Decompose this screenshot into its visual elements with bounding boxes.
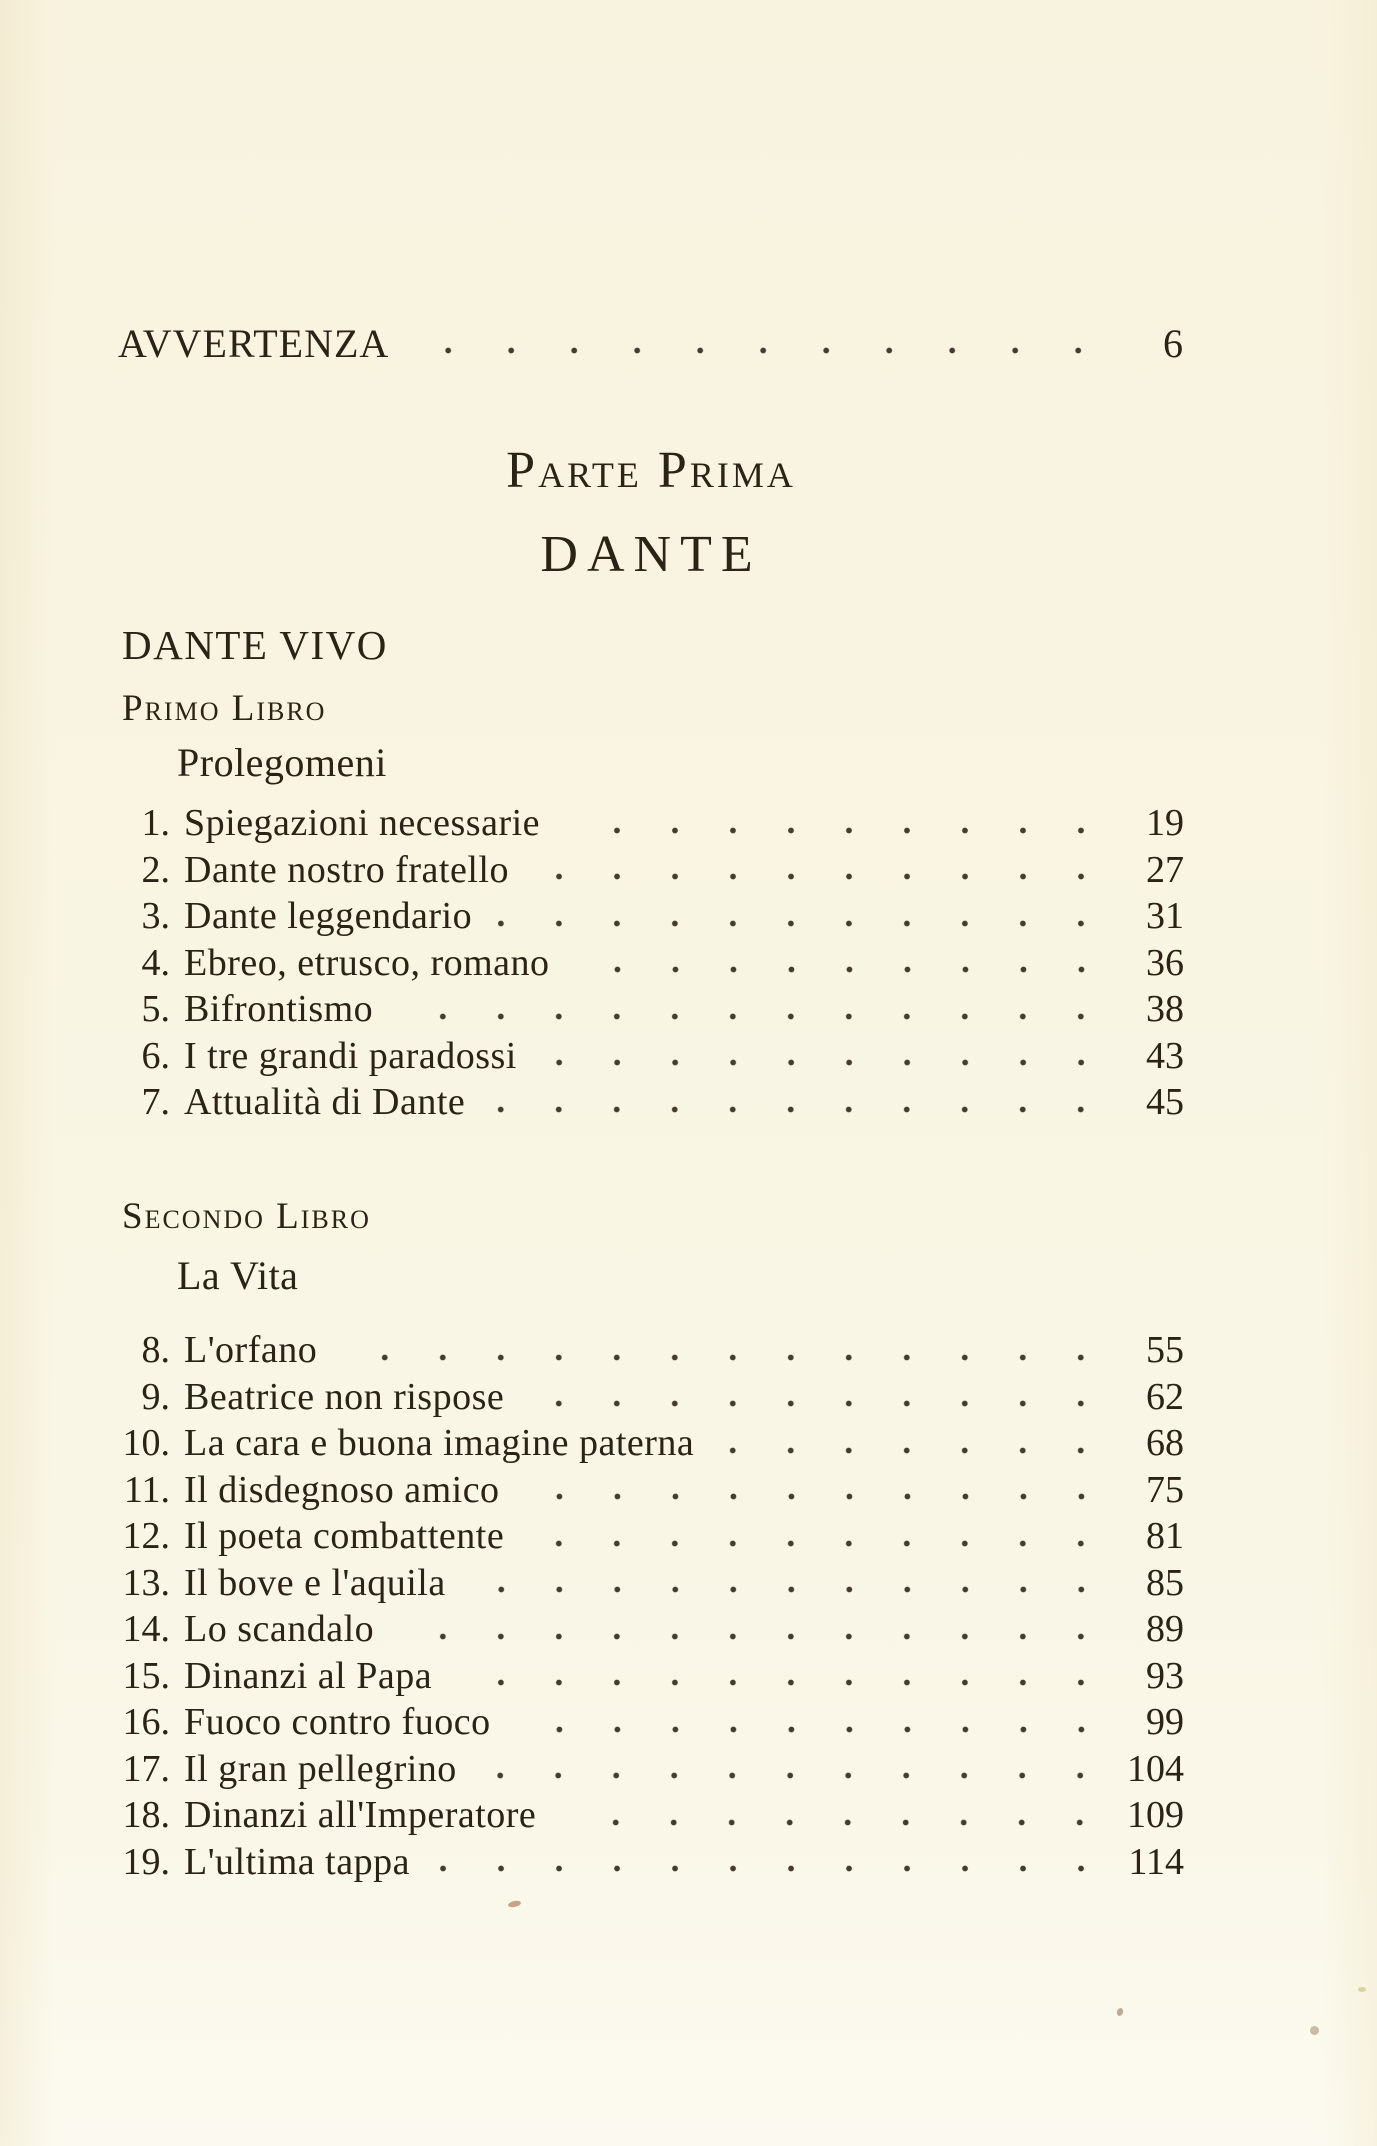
part-heading: Parte Prima [506, 442, 796, 499]
toc-item-title: Spiegazioni necessarie [184, 802, 541, 844]
toc-item-number: 17. [122, 1747, 170, 1790]
toc-item-number: 15. [122, 1654, 170, 1697]
toc-row [118, 1653, 1184, 1700]
avvertenza-label: AVVERTENZA [118, 321, 390, 366]
toc-item-title: Bifrontismo [184, 988, 374, 1030]
toc-item-page: 68 [1146, 1422, 1184, 1464]
toc-item-title: L'orfano [184, 1329, 318, 1371]
leader-dots [720, 1446, 1110, 1455]
leader-dots [562, 1818, 1109, 1827]
leader-dots [517, 1725, 1110, 1734]
toc-item-title: Dinanzi all'Imperatore [184, 1794, 537, 1836]
toc-row [118, 1746, 1184, 1793]
toc-item-number: 18. [122, 1794, 170, 1836]
toc-item-page: 109 [1127, 1794, 1184, 1836]
toc-item-number: 13. [122, 1561, 170, 1604]
toc-item-page: 99 [1146, 1701, 1184, 1743]
toc-row [118, 1374, 1184, 1421]
toc-item-title: Il disdegnoso amico [184, 1468, 500, 1511]
toc-item-number: 8. [141, 1329, 170, 1371]
toc-item-number: 6. [141, 1034, 170, 1077]
leader-dots [400, 1632, 1110, 1641]
toc-item-title: La cara e buona imagine paterna [184, 1422, 695, 1464]
section2-book-heading: Secondo Libro [122, 1196, 371, 1237]
toc-item-number: 2. [141, 848, 170, 891]
toc-item-title: Il bove e l'aquila [184, 1561, 446, 1604]
toc-item-number: 10. [122, 1422, 170, 1464]
leader-dots [429, 346, 1110, 355]
toc-item-page: 55 [1146, 1329, 1184, 1371]
toc-item-title: Il poeta combattente [184, 1515, 505, 1557]
toc-item-title: I tre grandi paradossi [184, 1034, 517, 1077]
toc-item-page: 43 [1146, 1034, 1184, 1077]
toc-item-title: Beatrice non rispose [184, 1375, 505, 1418]
toc-row [118, 1792, 1184, 1839]
toc-row [118, 847, 1184, 894]
toc-item-number: 19. [122, 1840, 170, 1883]
avvertenza-page-number: 6 [1163, 321, 1184, 366]
leader-dots [498, 919, 1110, 928]
toc-item-page: 38 [1146, 988, 1184, 1030]
toc-list-primo-libro [118, 800, 1184, 1126]
section1-title: DANTE VIVO [122, 622, 388, 668]
part-block [118, 442, 1184, 583]
section2-subtitle: La Vita [177, 1253, 299, 1298]
leader-dots [535, 872, 1110, 881]
leader-dots [530, 1399, 1110, 1408]
toc-item-page: 75 [1146, 1468, 1184, 1511]
avvertenza-row [118, 321, 1184, 367]
toc-item-title: Ebreo, etrusco, romano [184, 941, 550, 984]
toc-row [118, 986, 1184, 1033]
toc-item-number: 1. [141, 802, 170, 844]
leader-dots [483, 1771, 1109, 1780]
toc-item-page: 27 [1146, 848, 1184, 891]
toc-item-number: 3. [141, 895, 170, 937]
toc-item-page: 19 [1146, 802, 1184, 844]
toc-item-number: 16. [122, 1701, 170, 1743]
section1-book-heading: Primo Libro [122, 688, 327, 729]
toc-item-page: 104 [1127, 1747, 1184, 1790]
toc-item-page: 93 [1146, 1654, 1184, 1697]
toc-row [118, 1420, 1184, 1467]
toc-item-title: Il gran pellegrino [184, 1747, 457, 1790]
toc-item-page: 85 [1146, 1561, 1184, 1604]
leader-dots [436, 1864, 1110, 1873]
leader-dots [458, 1678, 1110, 1687]
toc-item-number: 12. [122, 1515, 170, 1557]
toc-row [118, 1699, 1184, 1746]
toc-item-title: Dinanzi al Papa [184, 1654, 433, 1697]
toc-item-page: 81 [1146, 1515, 1184, 1557]
leader-dots [472, 1585, 1110, 1594]
toc-item-title: Dante nostro fratello [184, 848, 509, 891]
toc-item-title: Lo scandalo [184, 1608, 375, 1650]
toc-item-number: 14. [122, 1608, 170, 1650]
toc-item-page: 62 [1146, 1375, 1184, 1418]
toc-item-number: 7. [141, 1081, 170, 1123]
toc-row [118, 1467, 1184, 1514]
toc-row [118, 800, 1184, 847]
section1-subtitle: Prolegomeni [177, 740, 387, 785]
toc-row [118, 1560, 1184, 1607]
toc-item-page: 89 [1146, 1608, 1184, 1650]
toc-item-page: 114 [1128, 1840, 1184, 1883]
toc-item-number: 4. [141, 941, 170, 984]
paper-speck [1358, 1987, 1366, 1992]
toc-item-title: Dante leggendario [184, 895, 473, 937]
leader-dots [543, 1058, 1110, 1067]
toc-row [118, 1327, 1184, 1374]
paper-speck [1310, 2026, 1319, 2035]
leader-dots [491, 1105, 1110, 1114]
toc-list-secondo-libro [118, 1327, 1184, 1885]
leader-dots [526, 1492, 1110, 1501]
toc-row [118, 1033, 1184, 1080]
toc-row [118, 1079, 1184, 1126]
leader-dots [576, 965, 1110, 974]
toc-item-title: Fuoco contro fuoco [184, 1701, 491, 1743]
toc-row [118, 940, 1184, 987]
toc-item-title: L'ultima tappa [184, 1840, 410, 1883]
toc-row [118, 1839, 1184, 1886]
leader-dots [566, 826, 1110, 835]
toc-item-page: 45 [1146, 1081, 1184, 1123]
toc-item-page: 36 [1146, 941, 1184, 984]
toc-item-title: Attualità di Dante [184, 1081, 466, 1123]
toc-item-page: 31 [1146, 895, 1184, 937]
leader-dots [530, 1539, 1110, 1548]
part-title: DANTE [540, 526, 762, 583]
toc-row [118, 893, 1184, 940]
toc-row [118, 1513, 1184, 1560]
toc-row [118, 1606, 1184, 1653]
leader-dots [343, 1353, 1110, 1362]
toc-item-number: 9. [141, 1375, 170, 1418]
leader-dots [399, 1012, 1110, 1021]
toc-content [118, 0, 1184, 2146]
toc-item-number: 5. [141, 988, 170, 1030]
toc-item-number: 11. [123, 1468, 170, 1511]
